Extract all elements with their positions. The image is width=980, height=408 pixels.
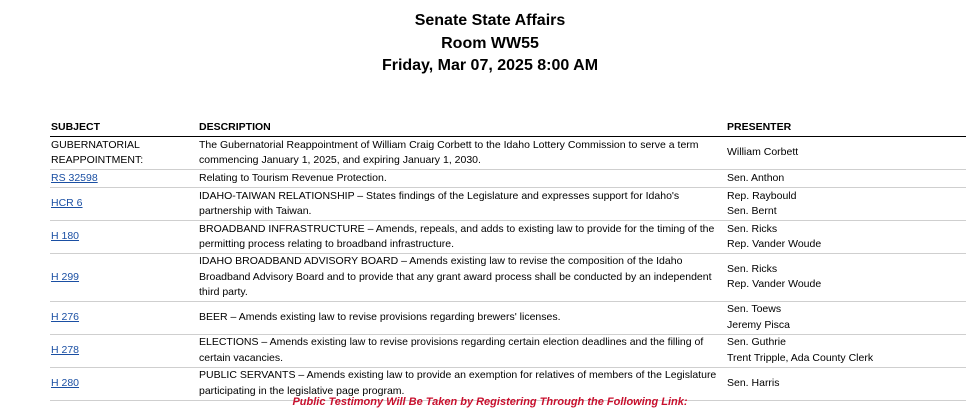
table-row <box>50 170 966 188</box>
presenter-name: Rep. Raybould <box>727 189 797 202</box>
presenter-name: Sen. Ricks <box>727 222 778 235</box>
room-label: Room WW55 <box>441 34 539 52</box>
presenter-name: Sen. Guthrie <box>727 336 786 348</box>
description-cell: ELECTIONS – Amends existing law to revise provisions regarding certain election deadlines and the filling of certain vacancies. <box>198 334 726 367</box>
table-row <box>50 334 966 367</box>
description-cell: BROADBAND INFRASTRUCTURE – Amends, repeals, and adds to existing law to provide for the timing of the permitting process relating to broadband infrastructure. <box>198 221 726 254</box>
presenter-cell <box>726 170 966 188</box>
table-row <box>50 137 966 170</box>
bill-link[interactable]: H 299 <box>51 270 80 283</box>
bill-link[interactable]: H 280 <box>51 376 80 389</box>
presenter-cell <box>726 188 966 221</box>
description-cell: PUBLIC SERVANTS – Amends existing law to provide an exemption for relatives of members of the Legislature participating in the legislative page program. <box>198 367 726 400</box>
bill-link[interactable]: RS 32598 <box>51 171 98 184</box>
bill-link[interactable]: H 180 <box>51 230 80 243</box>
presenter-name: Trent Tripple, Ada County Clerk <box>727 351 874 364</box>
agenda-body <box>50 137 966 401</box>
presenter-cell <box>726 221 966 254</box>
presenter-name: Jeremy Pisca <box>727 318 791 331</box>
description-cell: The Gubernatorial Reappointment of William Craig Corbett to the Idaho Lottery Commission to serve a term commencing January 1, 2025, and expiring January 1, 2030. <box>198 137 726 170</box>
description-cell: IDAHO-TAIWAN RELATIONSHIP – States findings of the Legislature and expresses support for Idaho's partnership with Taiwan. <box>198 188 726 221</box>
presenter-cell <box>726 137 966 170</box>
table-row <box>50 301 966 334</box>
subject-cell <box>50 334 198 367</box>
description-cell: BEER – Amends existing law to revise provisions regarding brewers' licenses. <box>198 301 726 334</box>
committee-title: Senate State Affairs <box>414 12 566 29</box>
table-header-row <box>50 119 966 137</box>
subject-label: GUBERNATORIAL REAPPOINTMENT: <box>51 138 144 166</box>
presenter-name: Rep. Vander Woude <box>727 278 822 291</box>
table-row <box>50 221 966 254</box>
subject-cell <box>50 170 198 188</box>
public-testimony-notice: Public Testimony Will Be Taken by Registering Through the Following Link: <box>292 396 688 408</box>
presenter-name: Rep. Vander Woude <box>727 238 822 250</box>
table-row <box>50 254 966 302</box>
presenter-name: Sen. Ricks <box>727 262 778 275</box>
subject-cell <box>50 188 198 221</box>
presenter-cell <box>726 334 966 367</box>
subject-column-header: SUBJECT <box>50 119 198 137</box>
subject-cell <box>50 254 198 302</box>
table-row <box>50 188 966 221</box>
presenter-cell <box>726 254 966 302</box>
bill-link[interactable]: HCR 6 <box>51 197 83 210</box>
presenter-column-header: PRESENTER <box>726 119 966 137</box>
agenda-header <box>0 0 980 76</box>
subject-cell <box>50 137 198 170</box>
presenter-name: Sen. Harris <box>727 376 780 389</box>
description-column-header: DESCRIPTION <box>198 119 726 137</box>
agenda-table <box>50 119 966 401</box>
description-cell: IDAHO BROADBAND ADVISORY BOARD – Amends existing law to revise the composition of the Idaho Broadband Advisory Board and to provide that any grant award process shall be conducted by an independent third party. <box>198 254 726 302</box>
presenter-name: Sen. Toews <box>727 303 782 315</box>
description-cell: Relating to Tourism Revenue Protection. <box>198 170 726 188</box>
presenter-name: Sen. Anthon <box>727 171 785 184</box>
subject-cell <box>50 301 198 334</box>
presenter-name: Sen. Bernt <box>727 205 777 217</box>
meeting-datetime: Friday, Mar 07, 2025 8:00 AM <box>381 57 599 74</box>
subject-cell <box>50 221 198 254</box>
presenter-name: William Corbett <box>727 146 799 159</box>
bill-link[interactable]: H 276 <box>51 310 80 323</box>
bill-link[interactable]: H 278 <box>51 343 80 356</box>
presenter-cell <box>726 301 966 334</box>
